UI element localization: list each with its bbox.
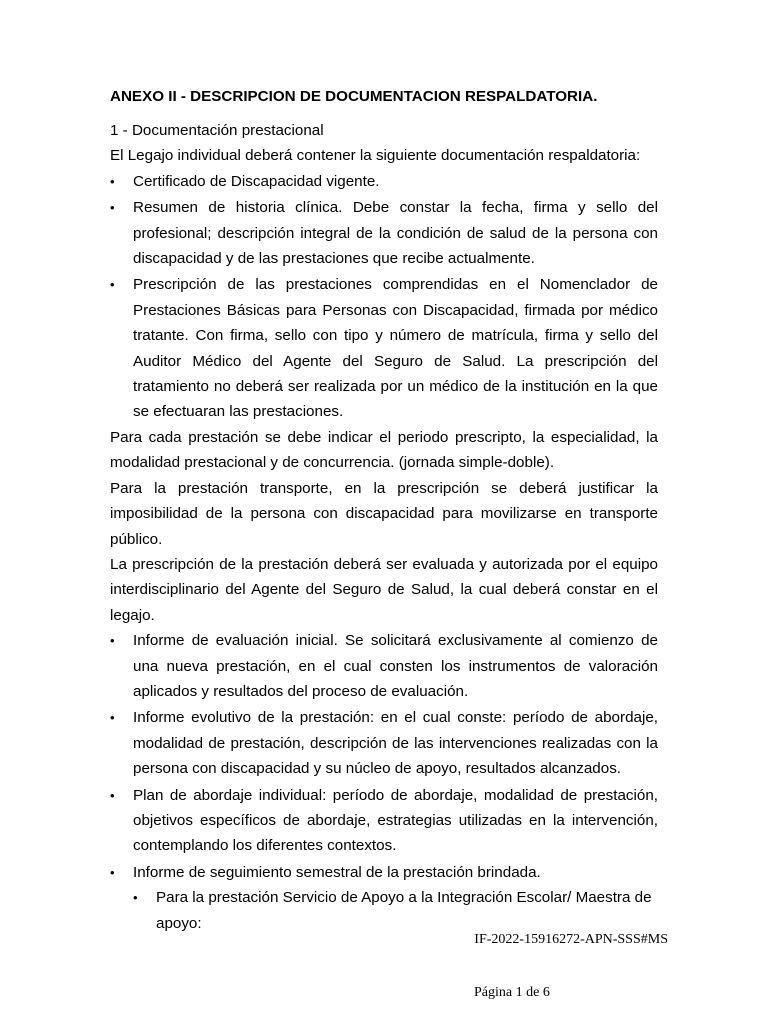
list-item — [110, 195, 658, 271]
list-item — [110, 272, 658, 424]
page-number: Página 1 de 6 — [474, 985, 550, 1000]
bullet-icon: • — [110, 633, 115, 649]
sub-bullet-list — [110, 885, 658, 936]
list-item-text: Certificado de Discapacidad vigente. — [133, 172, 380, 190]
list-item — [110, 860, 658, 885]
list-item — [110, 783, 658, 859]
sub-list-item — [133, 885, 658, 936]
list-item-text: Informe de evaluación inicial. Se solicitará exclusivamente al comienzo de una nueva prestación, en el cual consten los instrumentos de valoración aplicados y resultados del proceso de evaluación. — [133, 632, 658, 700]
paragraph: Para la prestación transporte, en la prescripción se deberá justificar la imposibilidad de la persona con discapacidad para movilizarse en transporte público. — [110, 479, 658, 548]
bullet-icon: • — [110, 200, 115, 216]
list-item-text: Resumen de historia clínica. Debe constar la fecha, firma y sello del profesional; descripción integral de la condición de salud de la persona con discapacidad y de las prestaciones que recibe actualmente. — [133, 199, 658, 268]
sub-list-item-text: Para la prestación Servicio de Apoyo a la Integración Escolar/ Maestra de apoyo: — [156, 889, 652, 932]
bullet-icon: • — [133, 890, 138, 906]
bullet-icon: • — [110, 787, 115, 803]
bullet-list-b — [110, 628, 658, 885]
list-item — [110, 628, 658, 704]
paragraph: La prescripción de la prestación deberá ser evaluada y autorizada por el equipo interdisciplinario del Agente del Seguro de Salud, la cual deberá constar en el legajo. — [110, 555, 658, 624]
document-title: ANEXO II - DESCRIPCION DE DOCUMENTACION RESPALDATORIA. — [110, 88, 598, 105]
bullet-icon: • — [110, 710, 115, 726]
list-item-text: Informe evolutivo de la prestación: en el cual conste: período de abordaje, modalidad de prestación, descripción de las intervenciones realizadas con la persona con discapacidad y su núcleo de apoyo, resultados alcanzados. — [133, 709, 658, 778]
list-item-text: Plan de abordaje individual: período de abordaje, modalidad de prestación, objetivos específicos de abordaje, estrategias utilizadas en la intervención, contemplando los diferentes contextos. — [133, 786, 658, 855]
bullet-icon: • — [110, 277, 115, 293]
bullet-list-a — [110, 169, 658, 425]
bullet-icon: • — [110, 173, 115, 189]
document-id: IF-2022-15916272-APN-SSS#MS — [474, 932, 668, 947]
list-item-text: Informe de seguimiento semestral de la prestación brindada. — [133, 863, 541, 881]
section-heading: 1 - Documentación prestacional — [110, 122, 324, 139]
list-item-text: Prescripción de las prestaciones comprendidas en el Nomenclador de Prestaciones Básicas para Personas con Discapacidad, firmada por médico tratante. Con firma, sello con tipo y número de matrícula, firma y sello del Auditor Médico del Agente del Seguro de Salud. La prescripción del tratamiento no deberá ser realizada por un médico de la institución en la que se efectuaran las prestaciones. — [133, 276, 658, 421]
bullet-icon: • — [110, 864, 115, 880]
list-item — [110, 705, 658, 781]
document-body — [110, 84, 658, 936]
paragraph: Para cada prestación se debe indicar el periodo prescripto, la especialidad, la modalidad prestacional y de concurrencia. (jornada simple-doble). — [110, 428, 658, 472]
intro-paragraph: El Legajo individual deberá contener la siguiente documentación respaldatoria: — [110, 147, 641, 165]
list-item — [110, 169, 658, 194]
